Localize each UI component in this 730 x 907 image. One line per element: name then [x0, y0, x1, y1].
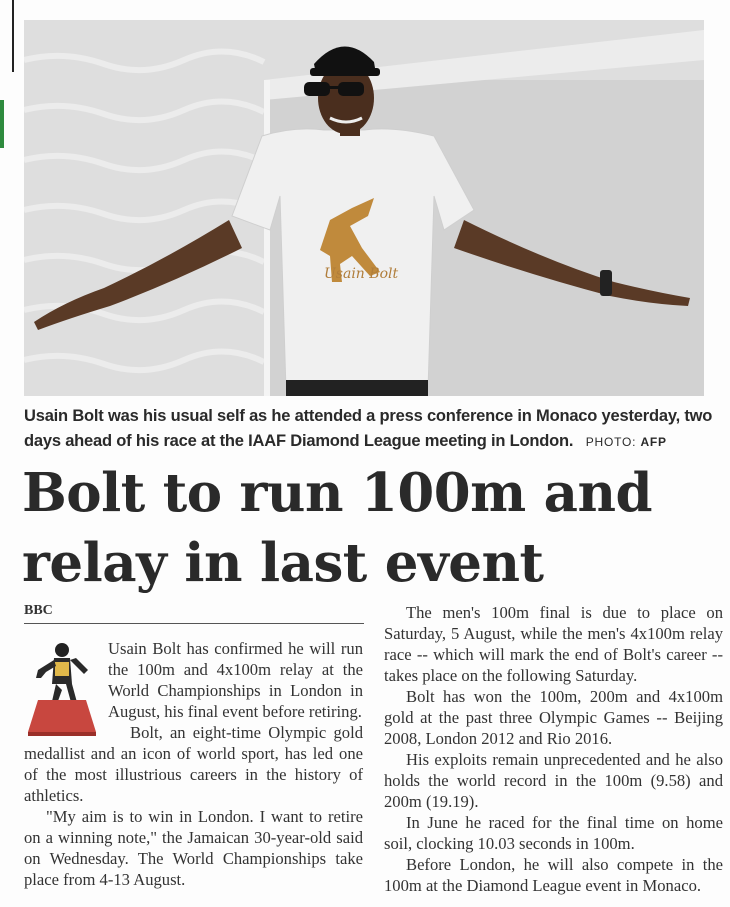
- shirt-logo-text: Usain Bolt: [324, 266, 399, 282]
- bolt-photo-illustration: [24, 20, 704, 396]
- article-paragraph: In June he raced for the final time on home soil, clocking 10.03 seconds in 100m.: [384, 813, 723, 853]
- article-paragraph: Usain Bolt has confirmed he will run the 100m and 4x100m relay at the World Championships in London in August, his final event before retiring.: [108, 639, 363, 721]
- article-paragraph: The men's 100m final is due to place on Saturday, 5 August, while the men's 4x100m relay race -- which will mark the end of Bolt's career -- takes place on the following Saturday.: [384, 603, 723, 685]
- photo-caption: [24, 404, 714, 455]
- article-paragraph: Bolt has won the 100m, 200m and 4x100m gold at the past three Olympic Games -- Beijing 2008, London 2012 and Rio 2016.: [384, 687, 723, 748]
- article-headline: Bolt to run 100m and relay in last event: [22, 462, 653, 594]
- photo-credit-label: PHOTO:: [585, 435, 637, 449]
- page-edge-line: [12, 0, 14, 72]
- page-edge-marker: [0, 100, 4, 148]
- article-paragraph: Before London, he will also compete in the 100m at the Diamond League event in Monaco.: [384, 855, 723, 895]
- photo-credit-source: AFP: [640, 435, 667, 449]
- article-paragraph: "My aim is to win in London. I want to retire on a winning note," the Jamaican 30-year-old said on Wednesday. The World Championships take place from 4-13 August.: [24, 807, 363, 889]
- source-divider: [24, 623, 364, 624]
- sprinter-icon: [24, 640, 100, 736]
- article-source: BBC: [24, 603, 53, 618]
- article-paragraph: His exploits remain unprecedented and he also holds the world record in the 100m (9.58) and 200m (19.19).: [384, 750, 723, 811]
- article-paragraph: Bolt, an eight-time Olympic gold medallist and an icon of world sport, has led one of the most illustrious careers in the history of athletics.: [24, 723, 363, 805]
- article-column-right: [384, 602, 723, 896]
- caption-text: Usain Bolt was his usual self as he attended a press conference in Monaco yesterday, two days ahead of his race at the IAAF Diamond League meeting in London.: [24, 407, 713, 450]
- article-column-left: [24, 638, 363, 890]
- article-photo: [24, 20, 704, 396]
- photo-credit: [586, 435, 667, 449]
